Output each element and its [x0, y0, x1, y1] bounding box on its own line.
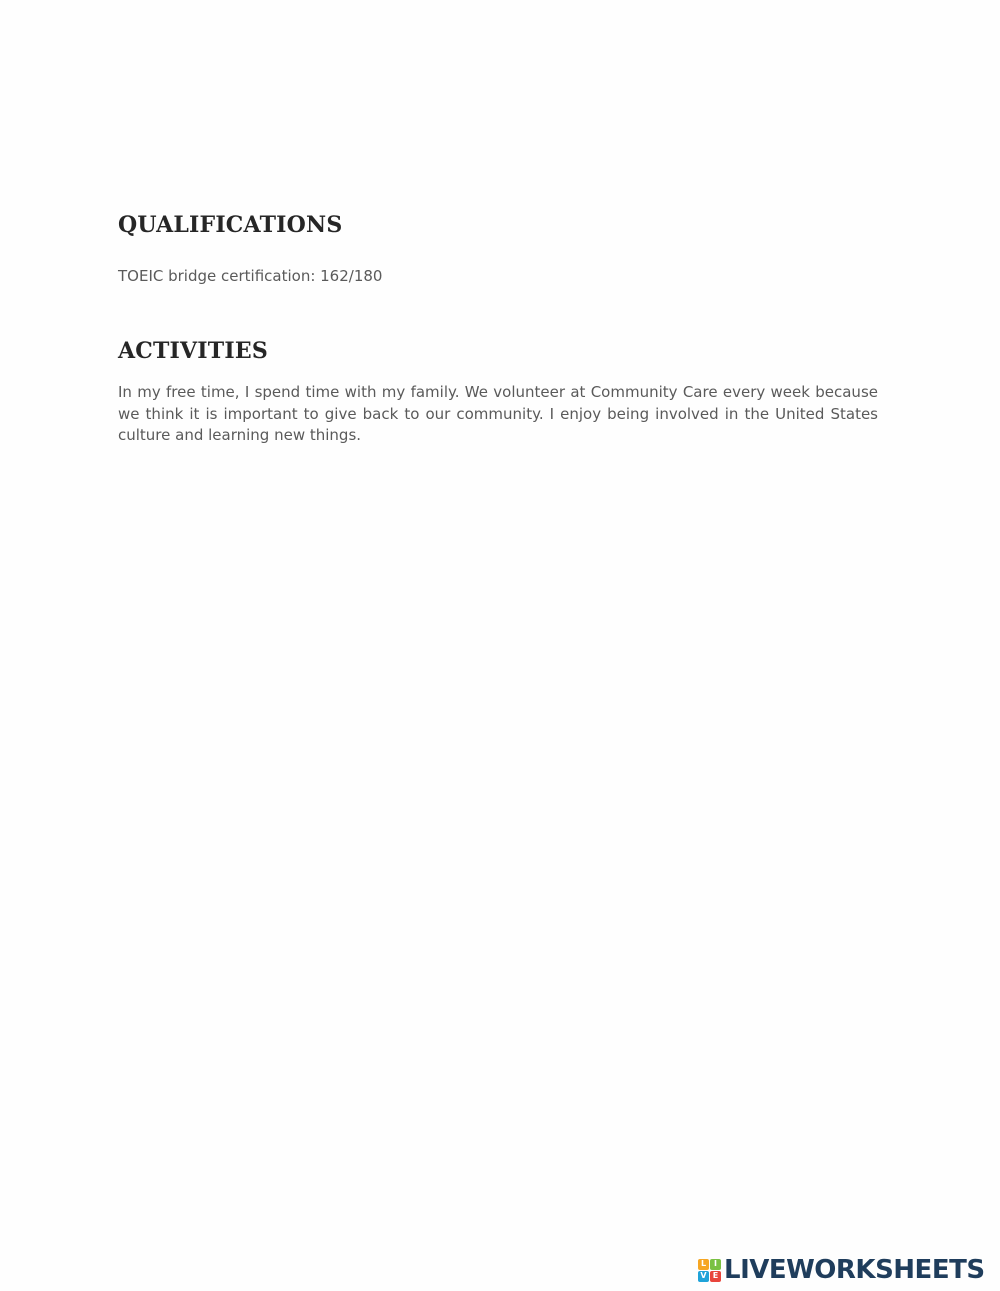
- logo-mark-icon: [698, 1259, 721, 1282]
- logo-text: LIVEWORKSHEETS: [724, 1255, 985, 1285]
- activities-heading: ACTIVITIES: [118, 338, 268, 364]
- liveworksheets-logo: [698, 1255, 985, 1285]
- qualifications-text: TOEIC bridge certification: 162/180: [118, 267, 383, 285]
- logo-mark-letter-v: V: [698, 1271, 709, 1282]
- activities-text: In my free time, I spend time with my family. We volunteer at Community Care every week because we think it is important to give back to our community. I enjoy being involved in the United States culture and learning new things.: [118, 383, 878, 444]
- logo-mark-letter-i: I: [710, 1259, 721, 1270]
- logo-mark-letter-e: E: [710, 1271, 721, 1282]
- qualifications-heading: QUALIFICATIONS: [118, 212, 343, 238]
- logo-mark-letter-l: L: [698, 1259, 709, 1270]
